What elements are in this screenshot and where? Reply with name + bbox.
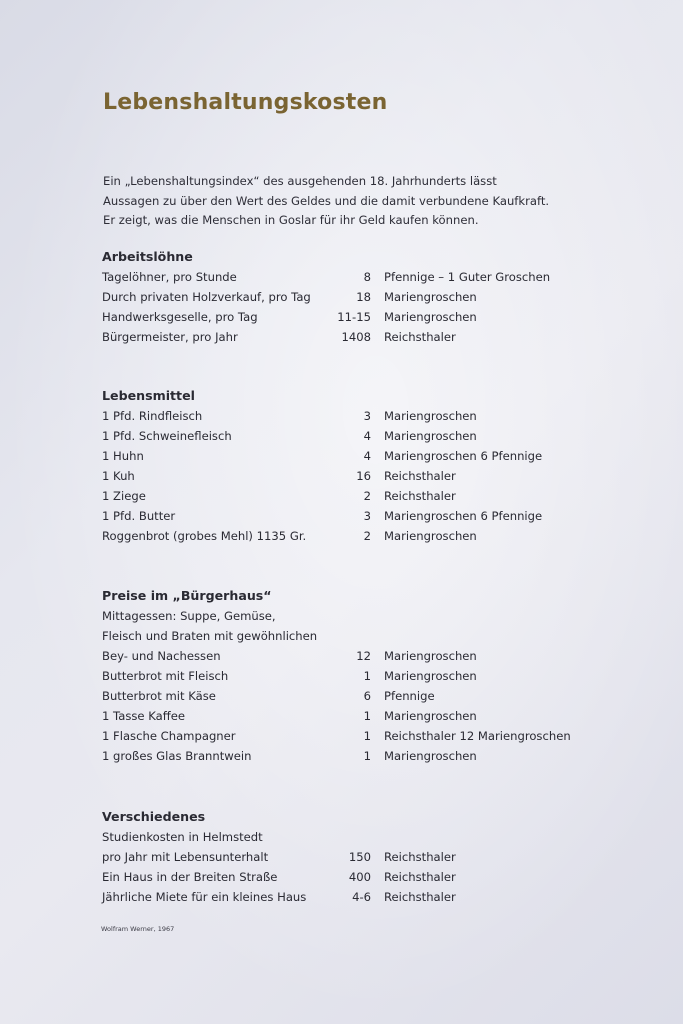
row-unit: Reichsthaler 12 Mariengroschen <box>384 729 571 743</box>
row-unit: Mariengroschen <box>384 310 477 324</box>
row-item: Tagelöhner, pro Stunde <box>102 270 237 284</box>
section-heading: Lebensmittel <box>102 388 195 403</box>
row-item: 1 Ziege <box>102 489 146 503</box>
price-row <box>102 746 622 766</box>
price-row <box>102 626 622 646</box>
row-unit: Mariengroschen <box>384 709 477 723</box>
row-unit: Mariengroschen 6 Pfennige <box>384 509 543 523</box>
row-qty: 11-15 <box>337 310 371 324</box>
row-item: 1 Pfd. Rindfleisch <box>102 409 203 423</box>
row-item: Ein Haus in der Breiten Straße <box>102 870 278 884</box>
row-item: Studienkosten in Helmstedt <box>102 830 263 844</box>
price-row <box>102 466 622 486</box>
row-item: Bürgermeister, pro Jahr <box>102 330 238 344</box>
row-item: 1 Kuh <box>102 469 135 483</box>
row-qty: 4 <box>363 449 371 463</box>
section-heading: Verschiedenes <box>102 809 206 824</box>
row-qty: 1408 <box>341 330 371 344</box>
price-row <box>102 646 622 666</box>
row-qty: 400 <box>348 870 371 884</box>
price-row <box>102 307 622 327</box>
price-row <box>102 887 622 907</box>
row-unit: Mariengroschen <box>384 409 477 423</box>
row-item: 1 Pfd. Schweinefleisch <box>102 429 232 443</box>
row-qty: 3 <box>363 509 371 523</box>
row-item: Butterbrot mit Fleisch <box>102 669 229 683</box>
row-unit: Reichsthaler <box>384 850 456 864</box>
price-row <box>102 666 622 686</box>
price-row <box>102 867 622 887</box>
price-row <box>102 426 622 446</box>
price-row <box>102 526 622 546</box>
row-qty: 4 <box>363 429 371 443</box>
page-title: Lebenshaltungskosten <box>103 90 388 115</box>
row-item: Jährliche Miete für ein kleines Haus <box>102 890 307 904</box>
row-item: Mittagessen: Suppe, Gemüse, <box>102 609 276 623</box>
price-row <box>102 406 622 426</box>
row-qty: 1 <box>363 749 371 763</box>
row-unit: Reichsthaler <box>384 489 456 503</box>
row-item: Bey- und Nachessen <box>102 649 221 663</box>
row-qty: 12 <box>356 649 371 663</box>
row-qty: 8 <box>363 270 371 284</box>
section-buergerhaus <box>102 586 622 766</box>
price-row <box>102 506 622 526</box>
row-qty: 6 <box>363 689 371 703</box>
section-heading: Arbeitslöhne <box>102 249 193 264</box>
row-item: pro Jahr mit Lebensunterhalt <box>102 850 269 864</box>
row-qty: 18 <box>356 290 371 304</box>
row-unit: Pfennige – 1 Guter Groschen <box>384 270 551 284</box>
row-qty: 1 <box>363 729 371 743</box>
row-item: Handwerksgeselle, pro Tag <box>102 310 258 324</box>
row-qty: 150 <box>348 850 371 864</box>
row-unit: Reichsthaler <box>384 330 456 344</box>
price-row <box>102 446 622 466</box>
row-qty: 4-6 <box>352 890 371 904</box>
intro-paragraph <box>103 172 573 231</box>
price-row <box>102 486 622 506</box>
intro-line: Ein „Lebenshaltungsindex“ des ausgehenden 18. Jahrhunderts lässt <box>103 174 497 188</box>
row-unit: Reichsthaler <box>384 469 456 483</box>
row-unit: Mariengroschen 6 Pfennige <box>384 449 543 463</box>
row-item: 1 Pfd. Butter <box>102 509 176 523</box>
section-verschiedenes <box>102 807 622 907</box>
row-item: Fleisch und Braten mit gewöhnlichen <box>102 629 318 643</box>
price-row <box>102 267 622 287</box>
intro-line: Aussagen zu über den Wert des Geldes und die damit verbundene Kaufkraft. <box>103 193 550 208</box>
price-row <box>102 327 622 347</box>
row-item: 1 Flasche Champagner <box>102 729 236 743</box>
row-unit: Mariengroschen <box>384 649 477 663</box>
price-row <box>102 606 622 626</box>
row-unit: Mariengroschen <box>384 529 477 543</box>
row-qty: 16 <box>356 469 371 483</box>
row-unit: Mariengroschen <box>384 669 477 683</box>
price-row <box>102 686 622 706</box>
price-row <box>102 827 622 847</box>
intro-line: Er zeigt, was die Menschen in Goslar für ihr Geld kaufen können. <box>103 213 479 227</box>
row-unit: Mariengroschen <box>384 290 477 304</box>
row-unit: Reichsthaler <box>384 890 456 904</box>
author-credit: Wolfram Werner, 1967 <box>101 925 175 933</box>
row-item: Roggenbrot (grobes Mehl) 1135 Gr. <box>102 529 307 543</box>
section-heading: Preise im „Bürgerhaus“ <box>102 588 272 603</box>
price-row <box>102 706 622 726</box>
row-item: 1 Tasse Kaffee <box>102 709 185 723</box>
row-qty: 2 <box>363 529 371 543</box>
section-arbeitsloehne <box>102 247 622 347</box>
row-item: 1 großes Glas Branntwein <box>102 749 252 763</box>
section-lebensmittel <box>102 386 622 546</box>
price-row <box>102 726 622 746</box>
row-qty: 1 <box>363 669 371 683</box>
row-unit: Reichsthaler <box>384 870 456 884</box>
row-unit: Mariengroschen <box>384 749 477 763</box>
row-unit: Mariengroschen <box>384 429 477 443</box>
price-row <box>102 847 622 867</box>
row-qty: 3 <box>363 409 371 423</box>
row-item: 1 Huhn <box>102 449 144 463</box>
price-row <box>102 287 622 307</box>
row-qty: 2 <box>363 489 371 503</box>
row-item: Durch privaten Holzverkauf, pro Tag <box>102 290 311 304</box>
row-qty: 1 <box>363 709 371 723</box>
row-item: Butterbrot mit Käse <box>102 689 216 703</box>
row-unit: Pfennige <box>384 689 435 703</box>
